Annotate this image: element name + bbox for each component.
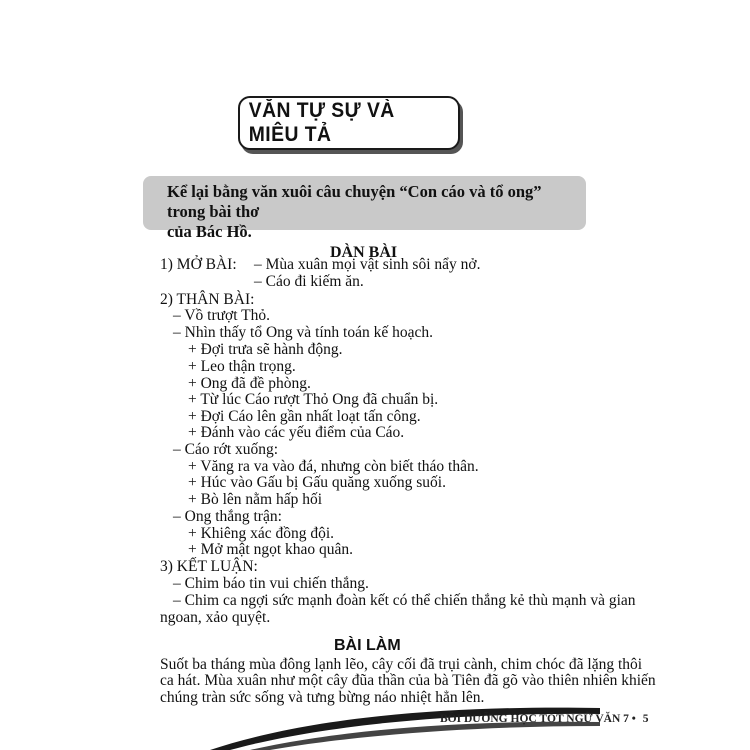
mo-bai-item-2: – Cáo đi kiếm ăn.: [254, 273, 364, 290]
page-footer: [440, 713, 648, 725]
than-bai-line: + Từ lúc Cáo rượt Thỏ Ong đã chuẩn bị.: [188, 391, 439, 408]
essay-line: chúng tràn sức sống và tưng bừng náo nhiệt hẳn lên.: [160, 689, 485, 706]
ket-luan-line: – Chim ca ngợi sức mạnh đoàn kết có thể chiến thắng kẻ thù mạnh và gian: [173, 592, 636, 609]
chapter-title-box: [238, 96, 460, 150]
page-number: 5: [642, 713, 649, 725]
chapter-title: VĂN TỰ SỰ VÀ MIÊU TẢ: [248, 99, 395, 146]
essay-line: Suốt ba tháng mùa đông lạnh lẽo, cây cối đã trụi cành, chim chóc đã lặng thôi: [160, 656, 643, 673]
than-bai-line: + Đánh vào các yếu điểm của Cáo.: [188, 424, 405, 441]
than-bai-line: + Khiêng xác đồng đội.: [188, 525, 335, 542]
than-bai-label: 2) THÂN BÀI:: [160, 291, 255, 308]
than-bai-line: – Vồ trượt Thỏ.: [173, 307, 270, 324]
essay-line: ca hát. Mùa xuân như một cây đũa thần của bà Tiên đã gõ vào thiên nhiên khiến: [160, 672, 656, 689]
than-bai-line: – Nhìn thấy tổ Ong và tính toán kế hoạch.: [173, 324, 434, 341]
than-bai-line: + Leo thận trọng.: [188, 358, 296, 375]
than-bai-line: + Mở mật ngọt khao quân.: [188, 541, 354, 558]
ket-luan-label: 3) KẾT LUẬN:: [160, 558, 258, 575]
prompt-line-1: Kể lại bằng văn xuôi câu chuyện “Con cáo và tổ ong” trong bài thơ: [167, 182, 542, 221]
than-bai-line: – Cáo rớt xuống:: [173, 441, 279, 458]
ket-luan-line: ngoan, xảo quyệt.: [160, 609, 271, 626]
than-bai-line: + Đợi Cáo lên gần nhất loạt tấn công.: [188, 408, 421, 425]
than-bai-line: – Ong thắng trận:: [173, 508, 282, 525]
footer-book-title: BỒI DƯỠNG HỌC TỐT NGỮ VĂN 7 •: [440, 713, 636, 725]
outline-heading: DÀN BÀI: [330, 244, 398, 261]
essay-heading: BÀI LÀM: [334, 637, 401, 654]
mo-bai-item-1: – Mùa xuân mọi vật sinh sôi nẩy nở.: [254, 256, 481, 273]
prompt-line-2: của Bác Hồ.: [167, 222, 252, 241]
than-bai-line: + Húc vào Gấu bị Gấu quăng xuống suối.: [188, 474, 446, 491]
than-bai-line: + Ong đã đề phòng.: [188, 375, 311, 392]
exercise-prompt: [143, 176, 586, 241]
than-bai-line: + Văng ra va vào đá, nhưng còn biết tháo thân.: [188, 458, 479, 475]
than-bai-line: + Bò lên nằm hấp hối: [188, 491, 323, 508]
than-bai-line: + Đợi trưa sẽ hành động.: [188, 341, 343, 358]
mo-bai-label: 1) MỞ BÀI:: [160, 256, 237, 273]
ket-luan-line: – Chim báo tin vui chiến thắng.: [173, 575, 369, 592]
